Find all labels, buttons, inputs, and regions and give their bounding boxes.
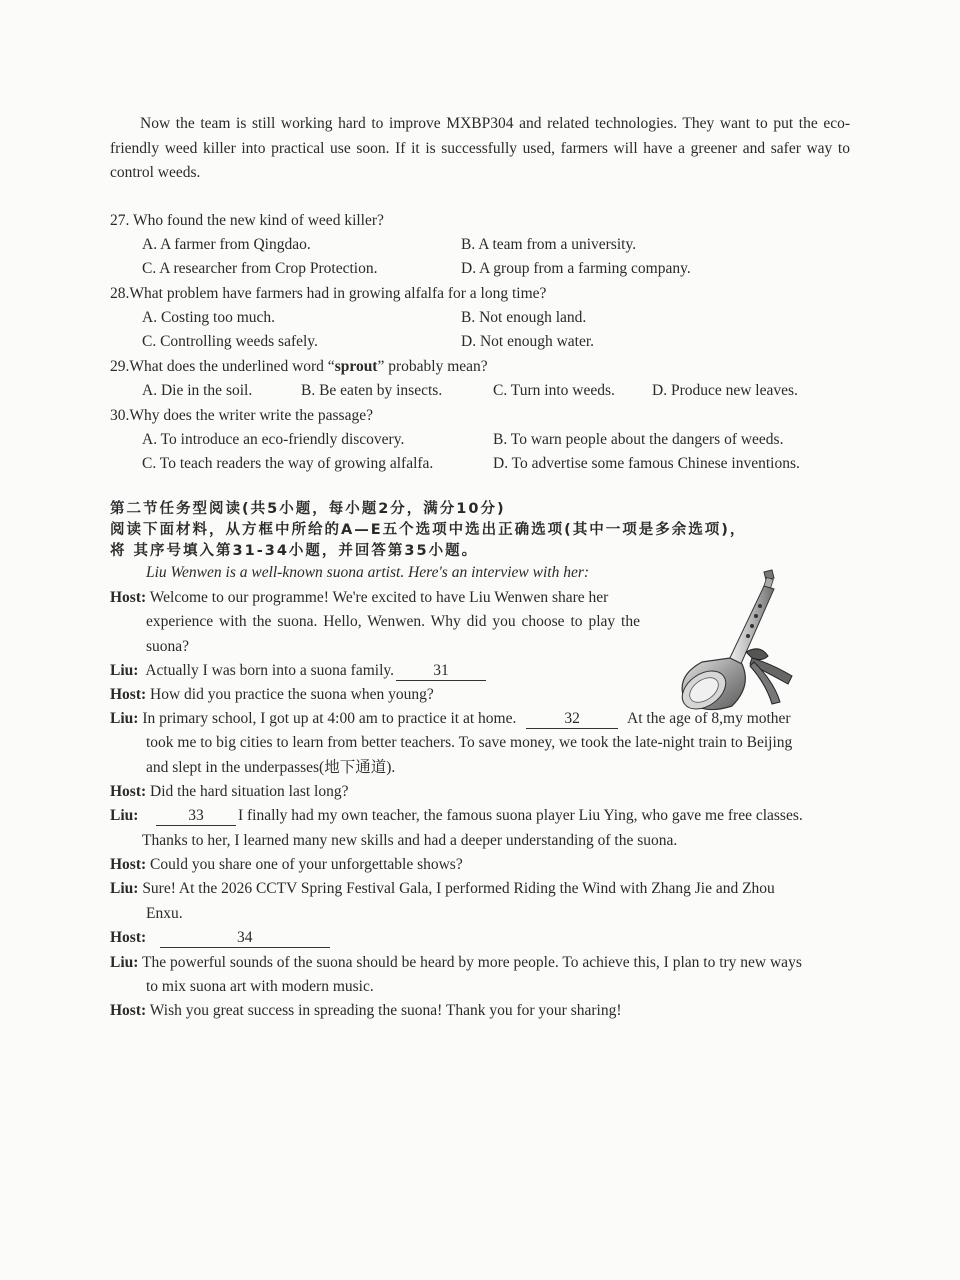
passage-paragraph: Now the team is still working hard to improve MXBP304 and related technologies. They want to put the eco-friendly weed killer into practical use soon. If it is successfully used, farmers will have a greener and safer way to control weeds. <box>110 115 850 181</box>
host-text: How did you practice the suona when young? <box>150 686 434 703</box>
host-text: Could you share one of your unforgettable shows? <box>150 856 463 873</box>
blank-31: 31 <box>396 662 486 681</box>
host-line-4 <box>110 853 463 877</box>
liu-label: Liu: <box>110 880 139 897</box>
interview-intro: Liu Wenwen is a well-known suona artist. Here's an interview with her: <box>146 564 590 581</box>
host-text: Welcome to our programme! We're excited to have Liu Wenwen share her <box>149 589 609 606</box>
liu-label: Liu: <box>110 710 139 727</box>
host-line-6 <box>110 999 622 1023</box>
q29-underlined-word: sprout <box>334 358 378 375</box>
q28-option-d: D. Not enough water. <box>461 333 595 350</box>
q27-option-a: A. A farmer from Qingdao. <box>142 236 311 253</box>
host-label: Host: <box>110 686 147 703</box>
q27-option-c: C. A researcher from Crop Protection. <box>142 260 378 277</box>
blank-34: 34 <box>160 929 330 948</box>
liu-line-1 <box>110 659 488 683</box>
q30-option-a: A. To introduce an eco-friendly discovery. <box>142 431 405 448</box>
q28-option-a: A. Costing too much. <box>142 309 276 326</box>
liu-text: I finally had my own teacher, the famous suona player Liu Ying, who gave me free classes. <box>237 807 803 824</box>
q28-option-b: B. Not enough land. <box>461 309 587 326</box>
liu-text: Sure! At the 2026 CCTV Spring Festival Gala, I performed Riding the Wind with Zhang Jie and Zhou <box>142 880 775 897</box>
liu-label: Liu: <box>110 954 139 971</box>
liu-line-2b: took me to big cities to learn from better teachers. To save money, we took the late-night train to Beijing <box>146 734 793 751</box>
liu-text: In primary school, I got up at 4:00 am to practice it at home. <box>142 710 517 727</box>
blank-32: 32 <box>526 710 618 729</box>
host-label: Host: <box>110 589 147 606</box>
liu-text: Actually I was born into a suona family. <box>145 662 395 679</box>
section-title: 第二节任务型阅读(共5小题，每小题2分，满分10分) <box>110 501 506 517</box>
liu-line-4 <box>110 877 775 901</box>
host-text: Did the hard situation last long? <box>150 783 349 800</box>
q27-option-d: D. A group from a farming company. <box>461 260 691 277</box>
liu-text: At the age of 8,my mother <box>627 710 791 727</box>
question-28: 28.What problem have farmers had in growing alfalfa for a long time? <box>110 285 547 302</box>
q30-option-b: B. To warn people about the dangers of weeds. <box>493 431 784 448</box>
host-line-2 <box>110 683 434 707</box>
q29-option-c: C. Turn into weeds. <box>493 382 615 399</box>
liu-text: The powerful sounds of the suona should be heard by more people. To achieve this, I plan to try new ways <box>142 954 802 971</box>
host-text: Wish you great success in spreading the suona! Thank you for your sharing! <box>149 1002 622 1019</box>
liu-line-3b: Thanks to her, I learned many new skills and had a deeper understanding of the suona. <box>142 832 678 849</box>
liu-line-2c: and slept in the underpasses(地下通道). <box>146 759 396 776</box>
section-instruction-1: 阅读下面材料，从方框中所给的A—E五个选项中选出正确选项(其中一项是多余选项)， <box>110 522 747 538</box>
host-label: Host: <box>110 1002 147 1019</box>
suona-icon <box>672 566 822 716</box>
q30-option-d: D. To advertise some famous Chinese inventions. <box>493 455 800 472</box>
q29-stem-pre: 29.What does the underlined word “ <box>110 358 335 375</box>
q29-option-a: A. Die in the soil. <box>142 382 253 399</box>
q29-option-b: B. Be eaten by insects. <box>301 382 443 399</box>
liu-label: Liu: <box>110 807 139 824</box>
section-instruction-2: 将 其序号填入第31-34小题，并回答第35小题。 <box>110 543 479 559</box>
q30-option-c: C. To teach readers the way of growing alfalfa. <box>142 455 434 472</box>
host-line-1c: suona? <box>146 638 190 655</box>
liu-line-3 <box>110 804 803 828</box>
liu-line-5 <box>110 951 802 975</box>
liu-line-4b: Enxu. <box>146 905 183 922</box>
host-label: Host: <box>110 856 147 873</box>
host-label: Host: <box>110 783 147 800</box>
q27-option-b: B. A team from a university. <box>461 236 637 253</box>
question-30: 30.Why does the writer write the passage? <box>110 407 373 424</box>
host-line-5 <box>110 926 332 950</box>
q29-stem-post: ” probably mean? <box>377 358 488 375</box>
host-line-1 <box>110 586 608 610</box>
host-line-3 <box>110 780 349 804</box>
question-27: 27. Who found the new kind of weed killer? <box>110 212 384 229</box>
liu-line-5b: to mix suona art with modern music. <box>146 978 374 995</box>
host-label: Host: <box>110 929 147 946</box>
q28-option-c: C. Controlling weeds safely. <box>142 333 318 350</box>
question-29 <box>110 355 488 379</box>
q29-option-d: D. Produce new leaves. <box>652 382 798 399</box>
blank-33: 33 <box>156 807 236 826</box>
liu-label: Liu: <box>110 662 139 679</box>
host-line-1b: experience with the suona. Hello, Wenwen. Why did you choose to play the <box>146 613 640 630</box>
